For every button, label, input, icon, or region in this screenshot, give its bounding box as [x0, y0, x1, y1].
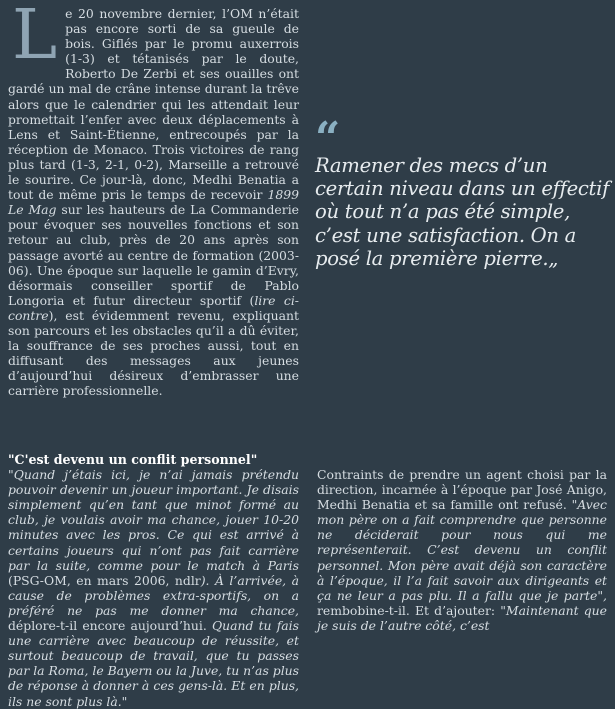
quote-segment-5: "Maintenant que je suis de l’autre côté, c’est	[317, 602, 607, 633]
section-subheading: "C'est devenu un conflit personnel"	[8, 452, 258, 467]
pull-quote-body: Ramener des mecs d’un certain niveau dans un effectif où tout n’a pas été simple, c’est une satisfaction. On a posé la première pierre.	[315, 154, 610, 270]
quote-segment-3: Quand tu fais une carrière avec beaucoup de réussite, et surtout beaucoup de travail, que tu passes par la Roma, le Bayern ou la Juve, tu n’as plus de réponse à donner à ces gens-là. Et en plus, ils ne sont plus là."	[8, 618, 299, 709]
pull-quote	[315, 113, 610, 270]
intro-text-2: sur les hauteurs de La Commanderie pour évoquer ses nouvelles fonctions et son retour au club, près de 20 ans après son passage avorté au centre de formation (2003-06). Une époque sur laquelle le gamin d’Evry, désormais conseiller sportif de Pablo Longoria et futur directeur sportif (	[8, 202, 299, 308]
section-paragraph-1	[8, 467, 299, 709]
quote-segment-4: "Avec mon père on a fait comprendre que personne ne déciderait pour nous qui me représenterait. C’est devenu un conflit personnel. Mon père avait déjà son caractère à l’époque, il l’a fait savoir aux dirigeants et ça ne leur a pas plu. Il a fallu que je parte",	[317, 497, 607, 603]
open-quote-icon: “	[315, 113, 341, 164]
article-left-column	[8, 452, 299, 709]
narration-segment-3: rembobine-t-il. Et d’ajouter:	[317, 602, 501, 618]
pull-quote-text	[315, 154, 610, 270]
paren-note: (PSG-OM, en mars 2006, ndlr	[8, 572, 201, 588]
article-right-column	[317, 467, 607, 633]
intro-text-1: e 20 novembre dernier, l’OM n’était pas encore sorti de sa gueule de bois. Giflés par le promu auxerrois (1-3) et tétanisés par le doute, Roberto De Zerbi et ses ouailles ont gardé un mal de crâne intense durant la trêve alors que le calendrier qui les attendait leur promettait l’enfer avec deux déplacements à Lens et Saint-Étienne, entrecoupés par la réception de Monaco. Trois victoires de rang plus tard (1-3, 2-1, 0-2), Marseille a retrouvé le sourire. Ce jour-là, donc, Medhi Benatia a tout de même pris le temps de recevoir	[8, 6, 299, 203]
narration-segment-1: déplore-t-il encore aujourd’hui.	[8, 618, 212, 634]
quote-segment-1: "Quand j’étais ici, je n’ai jamais prétendu pouvoir devenir un joueur important. Je disais simplement qu’en tant que minot formé au club, je voulais avoir ma chance, jouer 10-20 minutes avec les pros. Ce qui est arrivé à certains joueurs qui n’ont pas fait carrière par la suite, comme pour le match à Paris	[8, 467, 299, 573]
article-intro-column	[8, 0, 299, 399]
section-paragraph-2	[317, 467, 607, 633]
intro-text-3: ), est évidemment revenu, expliquant son parcours et les obstacles qu’il a dû éviter, la souffrance de ses proches aussi, tout en diffusant des messages aux jeunes d’aujourd’hui désireux d’embrasser une carrière professionnelle.	[8, 307, 299, 399]
magazine-name: 1899 Le Mag	[8, 187, 299, 218]
cross-reference: lire ci-contre	[8, 292, 299, 323]
close-quote-icon: „	[548, 246, 559, 270]
drop-cap: L	[12, 0, 58, 75]
quote-segment-2: ). À l’arrivée, à cause de problèmes extra-sportifs, on a préféré ne pas me donner ma chance,	[8, 572, 299, 618]
narration-segment-2: Contraints de prendre un agent choisi par la direction, incarnée à l’époque par José Anigo, Medhi Benatia et sa famille ont refusé.	[317, 467, 607, 513]
